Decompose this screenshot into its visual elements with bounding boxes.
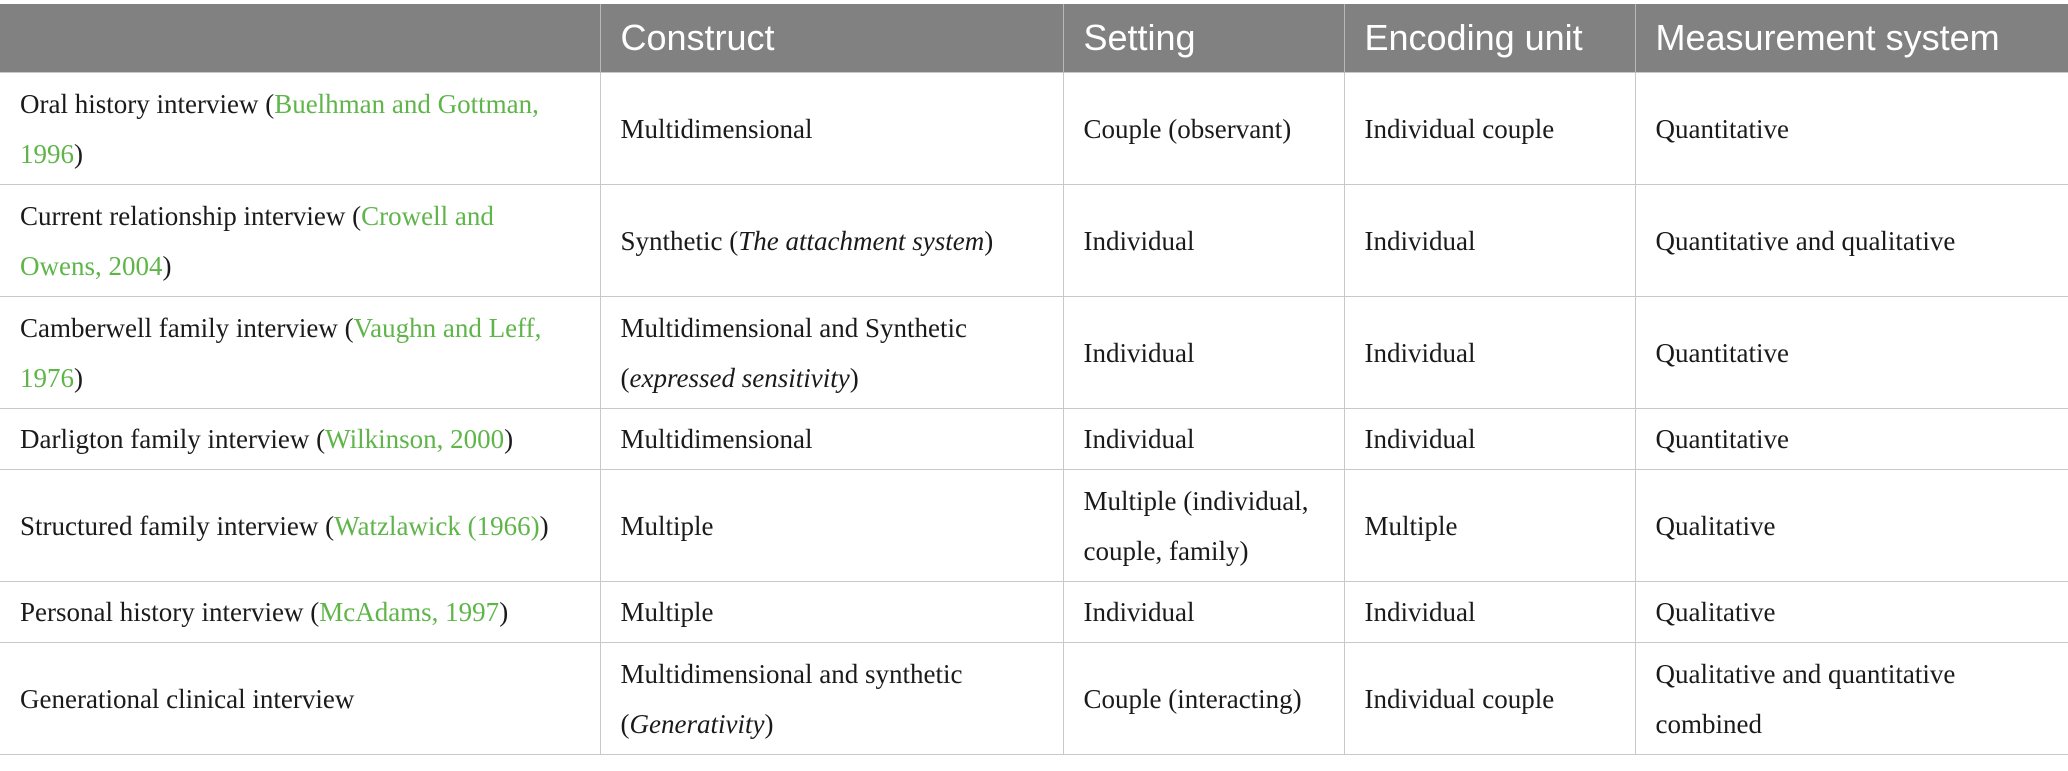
encoding-unit-cell: Individual couple <box>1344 643 1635 755</box>
construct-cell: Multiple <box>600 582 1063 643</box>
table-header <box>0 4 2068 73</box>
construct-cell: Synthetic (The attachment system) <box>600 185 1063 297</box>
measurement-system-cell: Qualitative <box>1635 582 2068 643</box>
header-interview <box>0 4 600 73</box>
interview-comparison-table <box>0 4 2068 755</box>
measurement-system-cell: Quantitative <box>1635 297 2068 409</box>
encoding-unit-cell: Multiple <box>1344 470 1635 582</box>
encoding-unit-cell: Individual <box>1344 185 1635 297</box>
citation-link[interactable]: Watzlawick (1966) <box>334 510 540 541</box>
measurement-system-cell: Quantitative and qualitative <box>1635 185 2068 297</box>
setting-cell: Individual <box>1063 297 1344 409</box>
encoding-unit-cell: Individual <box>1344 297 1635 409</box>
citation-link[interactable]: Vaughn and Leff, 1976 <box>20 312 542 393</box>
interview-name-cell: Oral history interview (Buelhman and Gottman, 1996) <box>0 73 600 185</box>
interview-name-cell: Camberwell family interview (Vaughn and Leff, 1976) <box>0 297 600 409</box>
header-measurement-system: Measurement system <box>1635 4 2068 73</box>
measurement-system-cell: Quantitative <box>1635 73 2068 185</box>
setting-cell: Individual <box>1063 185 1344 297</box>
setting-cell: Couple (observant) <box>1063 73 1344 185</box>
setting-cell: Individual <box>1063 409 1344 470</box>
construct-cell: Multiple <box>600 470 1063 582</box>
citation-link[interactable]: Wilkinson, 2000 <box>325 424 505 454</box>
table-row <box>0 409 2068 470</box>
encoding-unit-cell: Individual couple <box>1344 73 1635 185</box>
setting-cell: Individual <box>1063 582 1344 643</box>
setting-cell: Couple (interacting) <box>1063 643 1344 755</box>
header-construct: Construct <box>600 4 1063 73</box>
interview-name-cell: Structured family interview (Watzlawick (1966)) <box>0 470 600 582</box>
construct-cell: Multidimensional and Synthetic (expressed sensitivity) <box>600 297 1063 409</box>
encoding-unit-cell: Individual <box>1344 409 1635 470</box>
construct-cell: Multidimensional <box>600 73 1063 185</box>
interview-name-cell: Generational clinical interview <box>0 643 600 755</box>
measurement-system-cell: Qualitative and quantitative combined <box>1635 643 2068 755</box>
table-row <box>0 73 2068 185</box>
construct-cell: Multidimensional <box>600 409 1063 470</box>
table-row <box>0 470 2068 582</box>
measurement-system-cell: Qualitative <box>1635 470 2068 582</box>
interview-name-cell: Current relationship interview (Crowell and Owens, 2004) <box>0 185 600 297</box>
table-row <box>0 185 2068 297</box>
encoding-unit-cell: Individual <box>1344 582 1635 643</box>
setting-cell: Multiple (individual, couple, family) <box>1063 470 1344 582</box>
table-row <box>0 643 2068 755</box>
interview-name-cell: Personal history interview (McAdams, 1997) <box>0 582 600 643</box>
construct-cell: Multidimensional and synthetic (Generativity) <box>600 643 1063 755</box>
citation-link[interactable]: McAdams, 1997 <box>319 597 500 627</box>
table-body <box>0 73 2068 755</box>
citation-link[interactable]: Buelhman and Gottman, 1996 <box>20 88 539 169</box>
header-encoding-unit: Encoding unit <box>1344 4 1635 73</box>
header-row <box>0 4 2068 73</box>
measurement-system-cell: Quantitative <box>1635 409 2068 470</box>
interview-name-cell: Darligton family interview (Wilkinson, 2000) <box>0 409 600 470</box>
table-row <box>0 297 2068 409</box>
header-setting: Setting <box>1063 4 1344 73</box>
citation-link[interactable]: Crowell and Owens, 2004 <box>20 200 494 281</box>
table-row <box>0 582 2068 643</box>
